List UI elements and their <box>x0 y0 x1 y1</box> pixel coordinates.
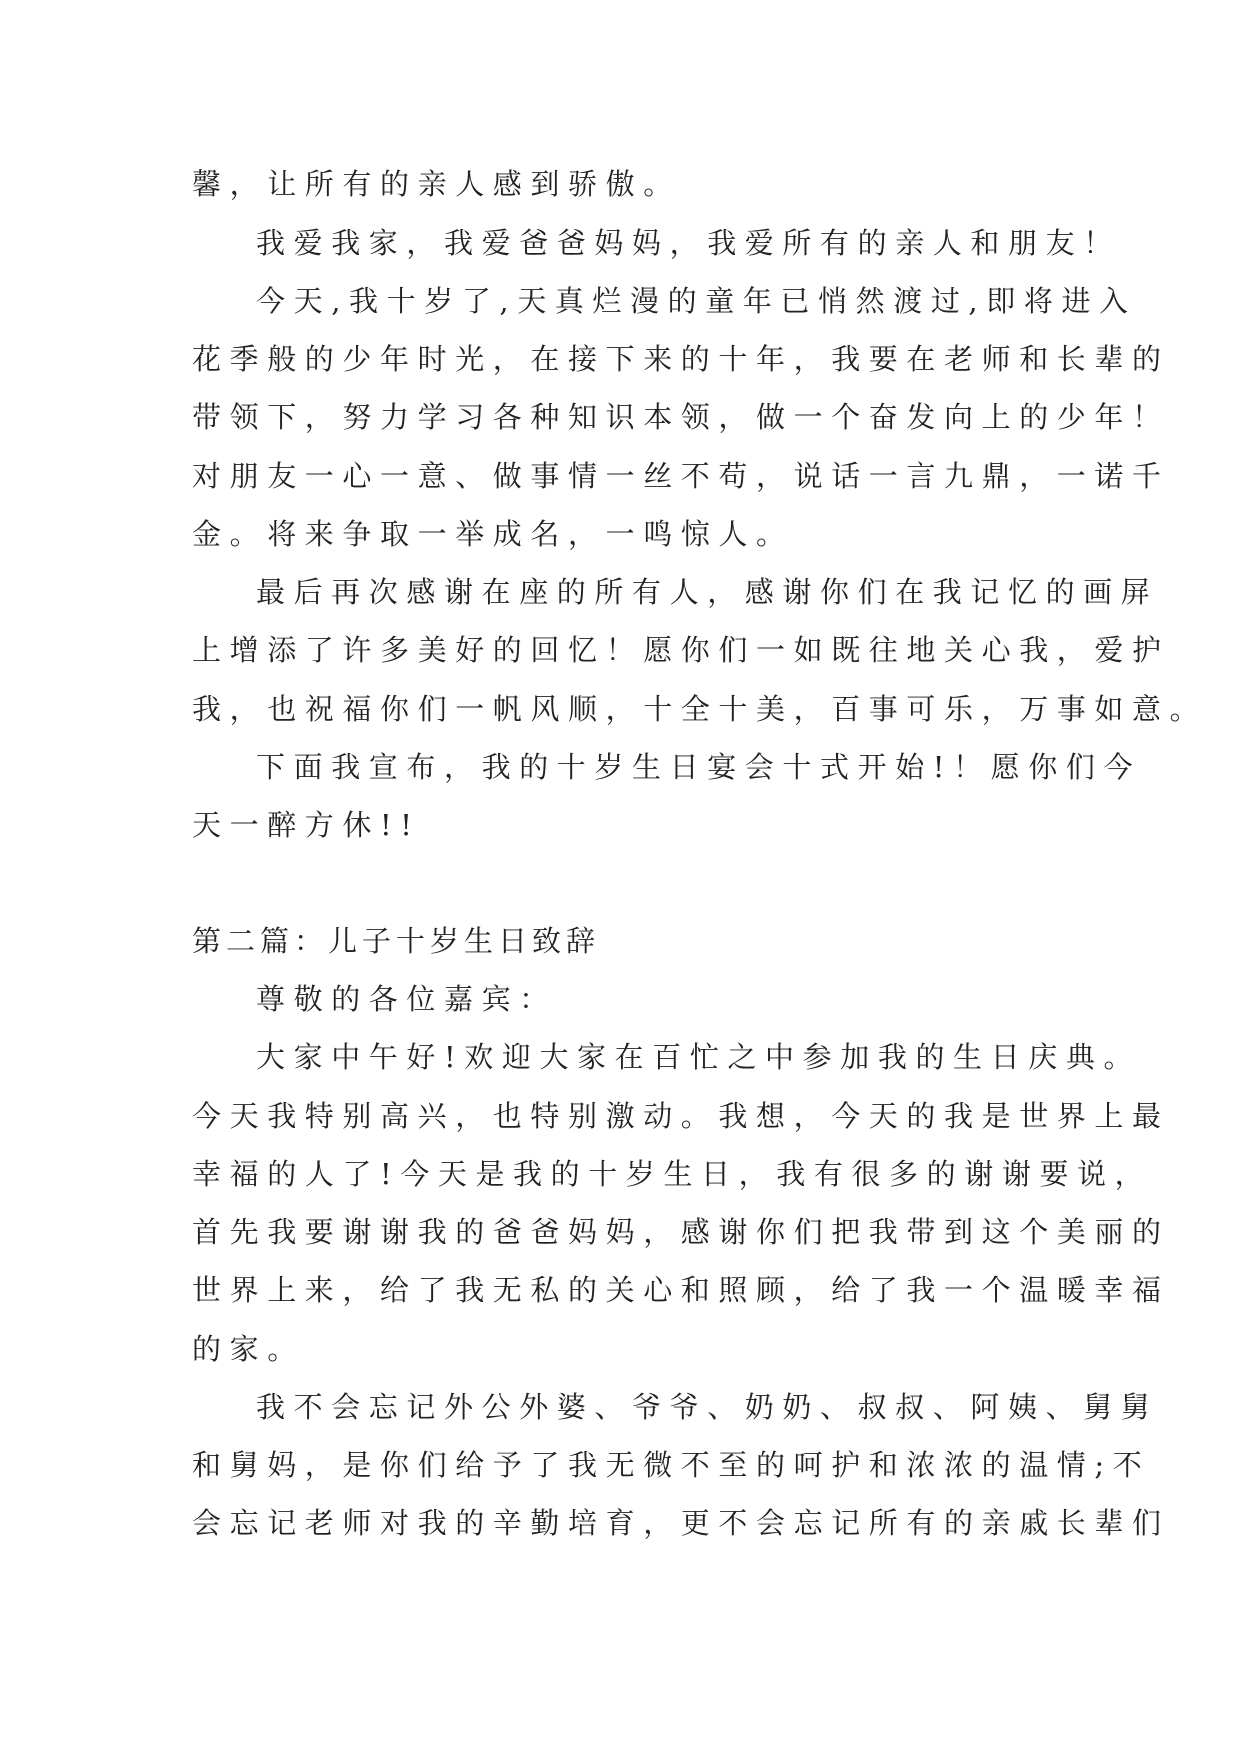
text-line: 尊敬的各位嘉宾： <box>256 982 557 1016</box>
text-line: 今天,我十岁了,天真烂漫的童年已悄然渡过,即将进入 <box>256 284 1137 318</box>
text-line: 上增添了许多美好的回忆！愿你们一如既往地关心我，爱护 <box>192 633 1170 667</box>
text-line: 花季般的少年时光，在接下来的十年，我要在老师和长辈的 <box>192 342 1170 376</box>
text-line: 首先我要谢谢我的爸爸妈妈，感谢你们把我带到这个美丽的 <box>192 1215 1170 1249</box>
text-line: 天一醉方休!! <box>192 808 421 842</box>
text-line: 下面我宣布，我的十岁生日宴会十式开始!！愿你们今 <box>256 750 1142 784</box>
text-line: 我爱我家，我爱爸爸妈妈，我爱所有的亲人和朋友！ <box>256 226 1121 260</box>
text-line: 今天我特别高兴，也特别激动。我想，今天的我是世界上最 <box>192 1099 1170 1133</box>
text-line: 大家中午好!欢迎大家在百忙之中参加我的生日庆典。 <box>256 1040 1142 1074</box>
text-line: 会忘记老师对我的辛勤培育，更不会忘记所有的亲戚长辈们 <box>192 1506 1170 1540</box>
text-line: 的家。 <box>192 1332 305 1366</box>
section-heading: 第二篇：儿子十岁生日致辞 <box>192 924 601 958</box>
text-line: 馨，让所有的亲人感到骄傲。 <box>192 167 681 201</box>
text-line: 我，也祝福你们一帆风顺，十全十美，百事可乐，万事如意。 <box>192 692 1208 726</box>
text-line: 最后再次感谢在座的所有人，感谢你们在我记忆的画屏 <box>256 575 1159 609</box>
text-line: 和舅妈，是你们给予了我无微不至的呵护和浓浓的温情;不 <box>192 1448 1151 1482</box>
text-line: 带领下，努力学习各种知识本领，做一个奋发向上的少年！ <box>192 400 1170 434</box>
text-line: 世界上来，给了我无私的关心和照顾，给了我一个温暖幸福 <box>192 1273 1170 1307</box>
text-line: 对朋友一心一意、做事情一丝不苟，说话一言九鼎，一诺千 <box>192 459 1170 493</box>
text-line: 幸福的人了!今天是我的十岁生日，我有很多的谢谢要说， <box>192 1157 1153 1191</box>
text-line: 金。将来争取一举成名，一鸣惊人。 <box>192 517 794 551</box>
text-line: 我不会忘记外公外婆、爷爷、奶奶、叔叔、阿姨、舅舅 <box>256 1390 1159 1424</box>
